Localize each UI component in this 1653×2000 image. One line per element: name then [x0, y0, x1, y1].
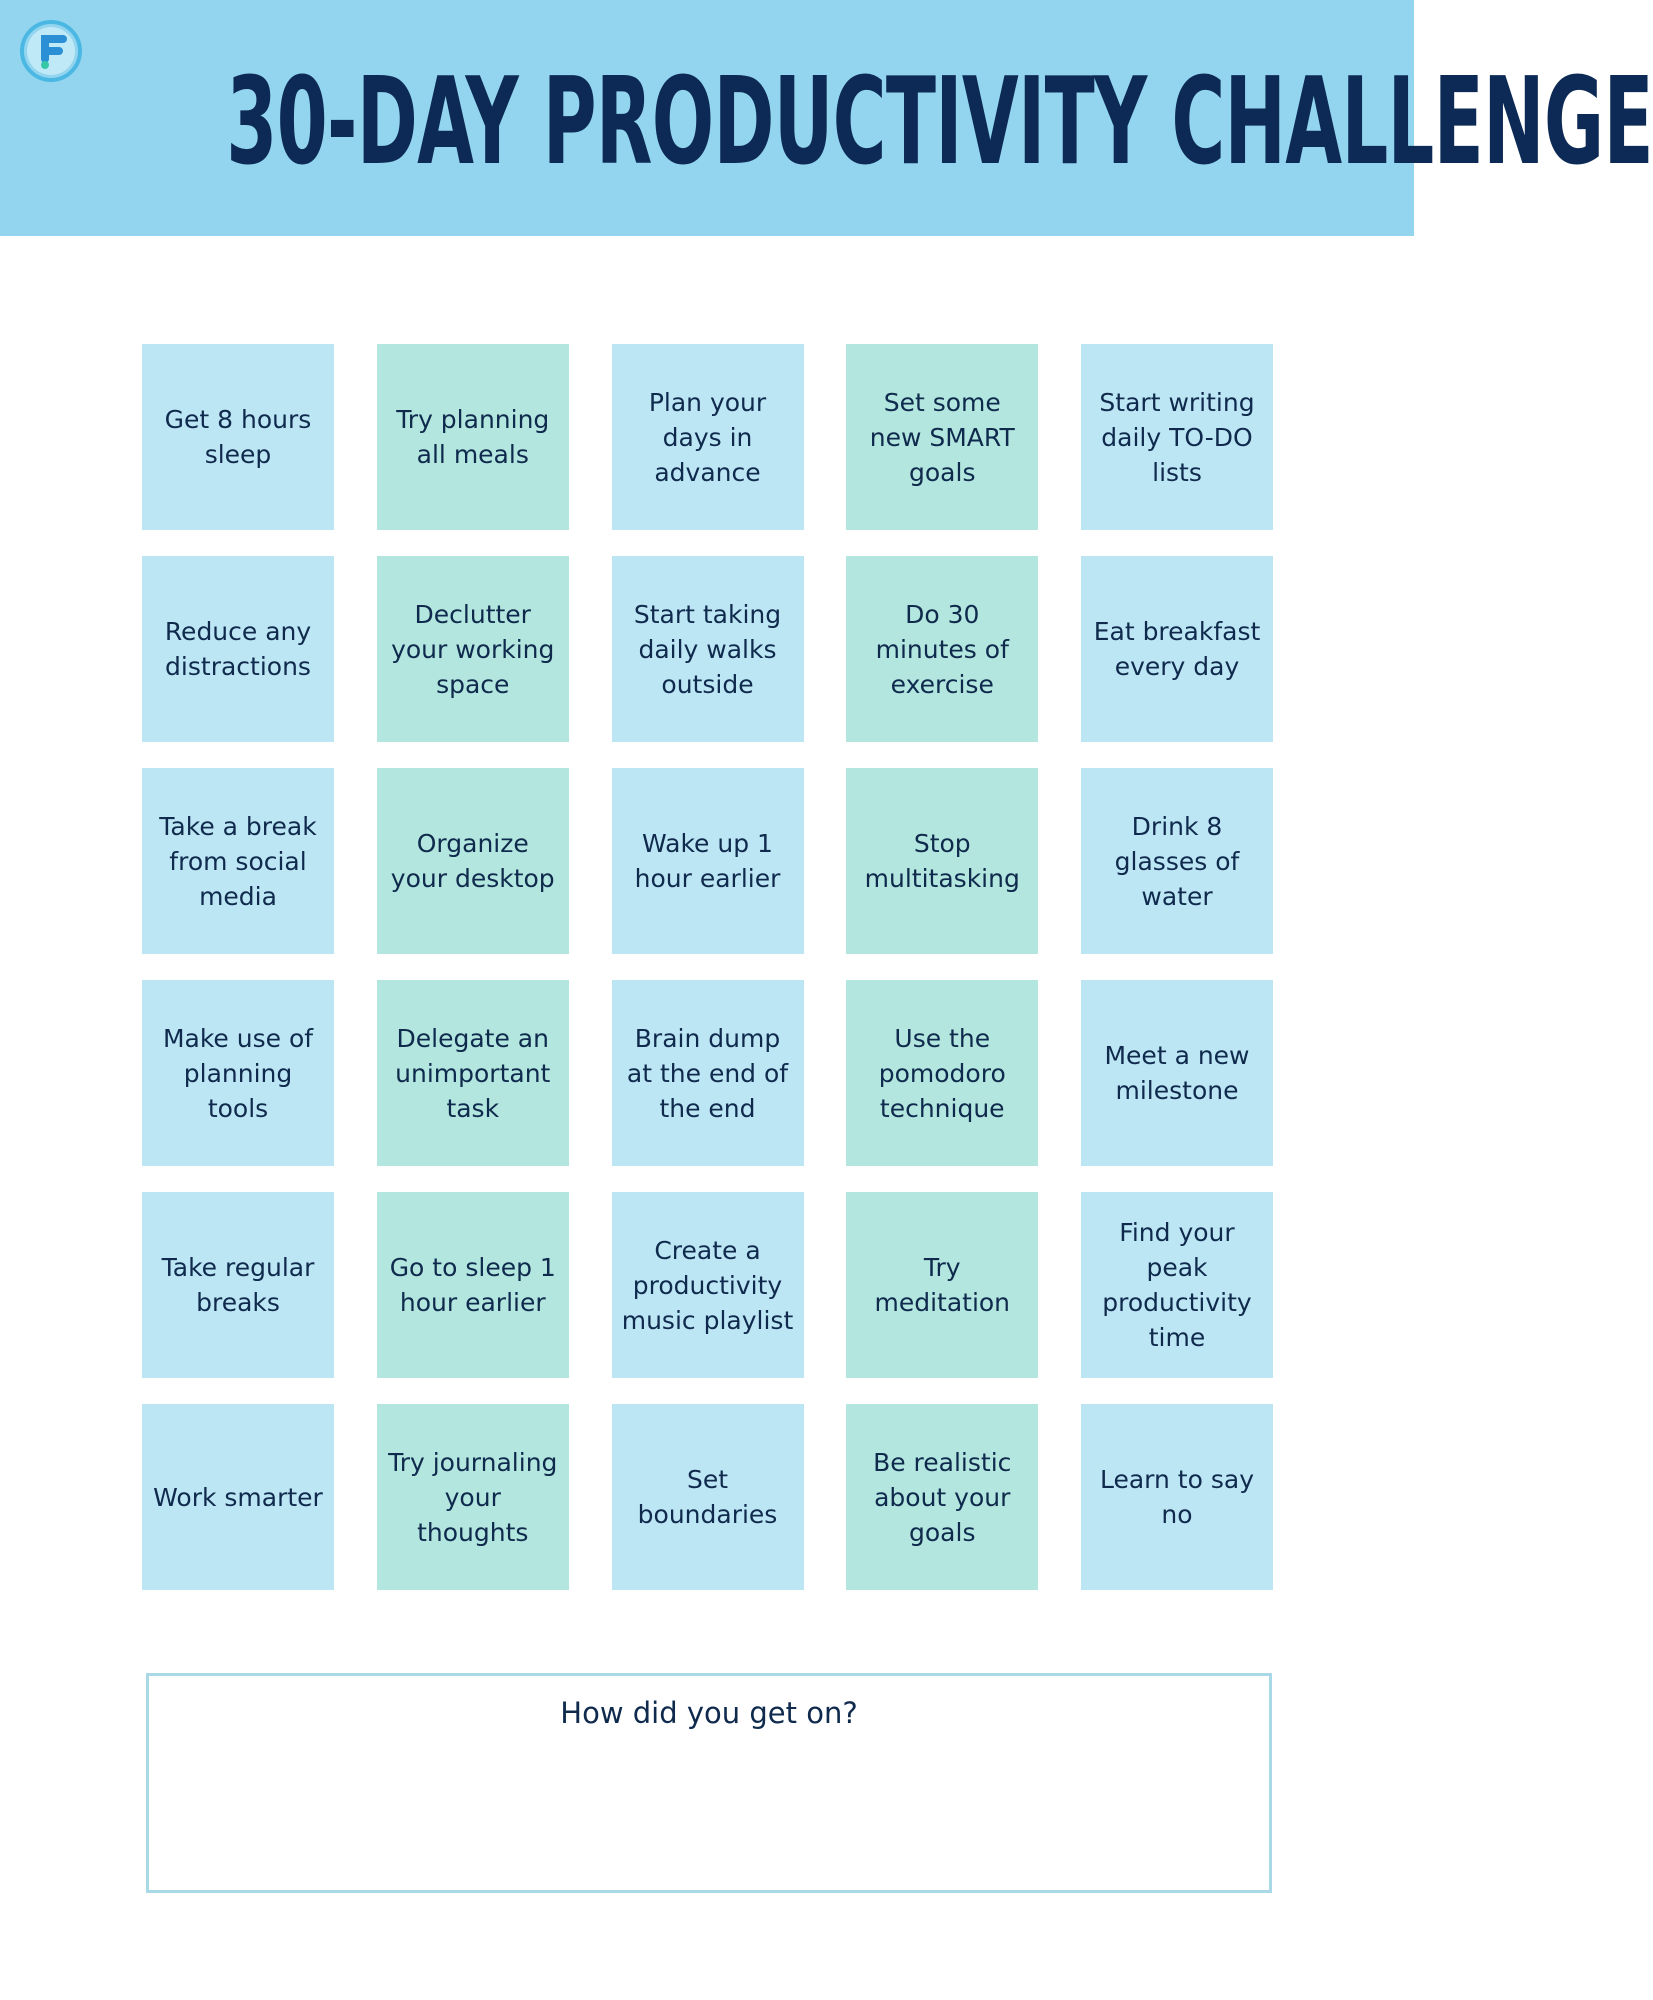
challenge-day-8: Start taking daily walks outside	[612, 556, 804, 742]
challenge-day-9: Do 30 minutes of exercise	[846, 556, 1038, 742]
header-banner	[0, 0, 1653, 236]
challenge-day-22: Go to sleep 1 hour earlier	[377, 1192, 569, 1378]
challenge-day-16: Make use of planning tools	[142, 980, 334, 1166]
challenge-day-18: Brain dump at the end of the end	[612, 980, 804, 1166]
challenge-day-26: Work smarter	[142, 1404, 334, 1590]
page-title: 30-DAY PRODUCTIVITY CHALLENGE	[226, 53, 1653, 192]
feedback-title: How did you get on?	[560, 1696, 858, 1730]
challenge-day-30: Learn to say no	[1081, 1404, 1273, 1590]
challenge-day-23: Create a productivity music playlist	[612, 1192, 804, 1378]
challenge-day-15: Drink 8 glasses of water	[1081, 768, 1273, 954]
challenge-day-13: Wake up 1 hour earlier	[612, 768, 804, 954]
challenge-day-11: Take a break from social media	[142, 768, 334, 954]
challenge-day-5: Start writing daily TO-DO lists	[1081, 344, 1273, 530]
challenge-day-14: Stop multitasking	[846, 768, 1038, 954]
challenge-day-7: Declutter your working space	[377, 556, 569, 742]
challenge-day-10: Eat breakfast every day	[1081, 556, 1273, 742]
challenge-day-2: Try planning all meals	[377, 344, 569, 530]
challenge-day-27: Try journaling your thoughts	[377, 1404, 569, 1590]
challenge-day-20: Meet a new milestone	[1081, 980, 1273, 1166]
challenge-day-3: Plan your days in advance	[612, 344, 804, 530]
challenge-day-17: Delegate an unimportant task	[377, 980, 569, 1166]
challenge-day-12: Organize your desktop	[377, 768, 569, 954]
challenge-day-1: Get 8 hours sleep	[142, 344, 334, 530]
challenge-day-21: Take regular breaks	[142, 1192, 334, 1378]
challenge-day-29: Be realistic about your goals	[846, 1404, 1038, 1590]
feedback-box[interactable]	[146, 1673, 1272, 1893]
challenge-grid	[142, 344, 1273, 1590]
f-letter-logo-icon	[19, 19, 83, 83]
challenge-day-19: Use the pomodoro technique	[846, 980, 1038, 1166]
challenge-day-25: Find your peak productivity time	[1081, 1192, 1273, 1378]
challenge-day-28: Set boundaries	[612, 1404, 804, 1590]
challenge-day-6: Reduce any distractions	[142, 556, 334, 742]
challenge-day-4: Set some new SMART goals	[846, 344, 1038, 530]
challenge-day-24: Try meditation	[846, 1192, 1038, 1378]
